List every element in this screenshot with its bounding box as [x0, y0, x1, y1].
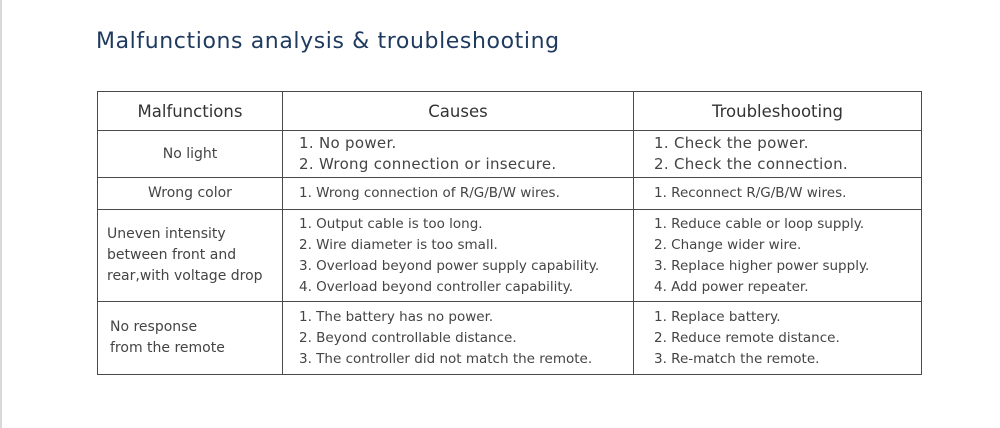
troubleshooting-item: 1. Reduce cable or loop supply. [654, 215, 865, 232]
causes-list [283, 133, 633, 175]
troubleshooting-item: 3. Re-match the remote. [654, 350, 820, 367]
troubleshooting-cell [634, 131, 922, 178]
causes-cell [283, 302, 634, 375]
cause-item: 1. No power. [299, 134, 397, 152]
table-row [98, 302, 922, 375]
header-causes: Causes [283, 92, 634, 131]
malfunction-line: rear,with voltage drop [107, 268, 263, 284]
troubleshooting-cell [634, 302, 922, 375]
header-malfunctions: Malfunctions [98, 92, 283, 131]
malfunction-line: between front and [107, 247, 237, 263]
malfunction-line: No response [110, 319, 198, 335]
causes-list [283, 183, 633, 204]
causes-list [283, 307, 633, 370]
causes-cell [283, 210, 634, 302]
troubleshooting-list [634, 214, 921, 298]
troubleshooting-item: 3. Replace higher power supply. [654, 257, 870, 274]
troubleshooting-cell [634, 178, 922, 210]
troubleshooting-item: 2. Check the connection. [654, 155, 848, 173]
cause-item: 1. Output cable is too long. [299, 215, 483, 232]
table-row [98, 210, 922, 302]
page-title: Malfunctions analysis & troubleshooting [96, 28, 560, 54]
troubleshooting-item: 2. Change wider wire. [654, 236, 802, 253]
table-header-row [98, 92, 922, 131]
troubleshooting-list [634, 307, 921, 370]
header-troubleshooting: Troubleshooting [634, 92, 922, 131]
troubleshooting-item: 1. Replace battery. [654, 308, 781, 325]
malfunction-line: from the remote [110, 340, 225, 356]
troubleshooting-item: 2. Reduce remote distance. [654, 329, 840, 346]
cause-item: 4. Overload beyond controller capability. [299, 278, 574, 295]
cause-item: 3. Overload beyond power supply capability. [299, 257, 600, 274]
cause-item: 2. Wrong connection or insecure. [299, 155, 557, 173]
cause-item: 2. Beyond controllable distance. [299, 329, 517, 346]
malfunction-line: Uneven intensity [107, 226, 226, 242]
troubleshooting-list [634, 183, 921, 204]
page-left-border [0, 0, 2, 428]
troubleshooting-list [634, 133, 921, 175]
causes-cell [283, 178, 634, 210]
cause-item: 2. Wire diameter is too small. [299, 236, 498, 253]
cause-item: 1. Wrong connection of R/G/B/W wires. [299, 185, 560, 201]
table-row [98, 131, 922, 178]
malfunction-cell: Wrong color [98, 178, 283, 210]
troubleshooting-item: 1. Reconnect R/G/B/W wires. [654, 185, 847, 201]
troubleshooting-item: 4. Add power repeater. [654, 278, 809, 295]
malfunction-cell: No light [98, 131, 283, 178]
malfunction-cell [98, 302, 283, 375]
cause-item: 3. The controller did not match the remote. [299, 350, 593, 367]
causes-list [283, 214, 633, 298]
malfunction-cell [98, 210, 283, 302]
causes-cell [283, 131, 634, 178]
troubleshooting-cell [634, 210, 922, 302]
troubleshooting-item: 1. Check the power. [654, 134, 809, 152]
table-row [98, 178, 922, 210]
cause-item: 1. The battery has no power. [299, 308, 494, 325]
malfunctions-table [97, 91, 922, 375]
